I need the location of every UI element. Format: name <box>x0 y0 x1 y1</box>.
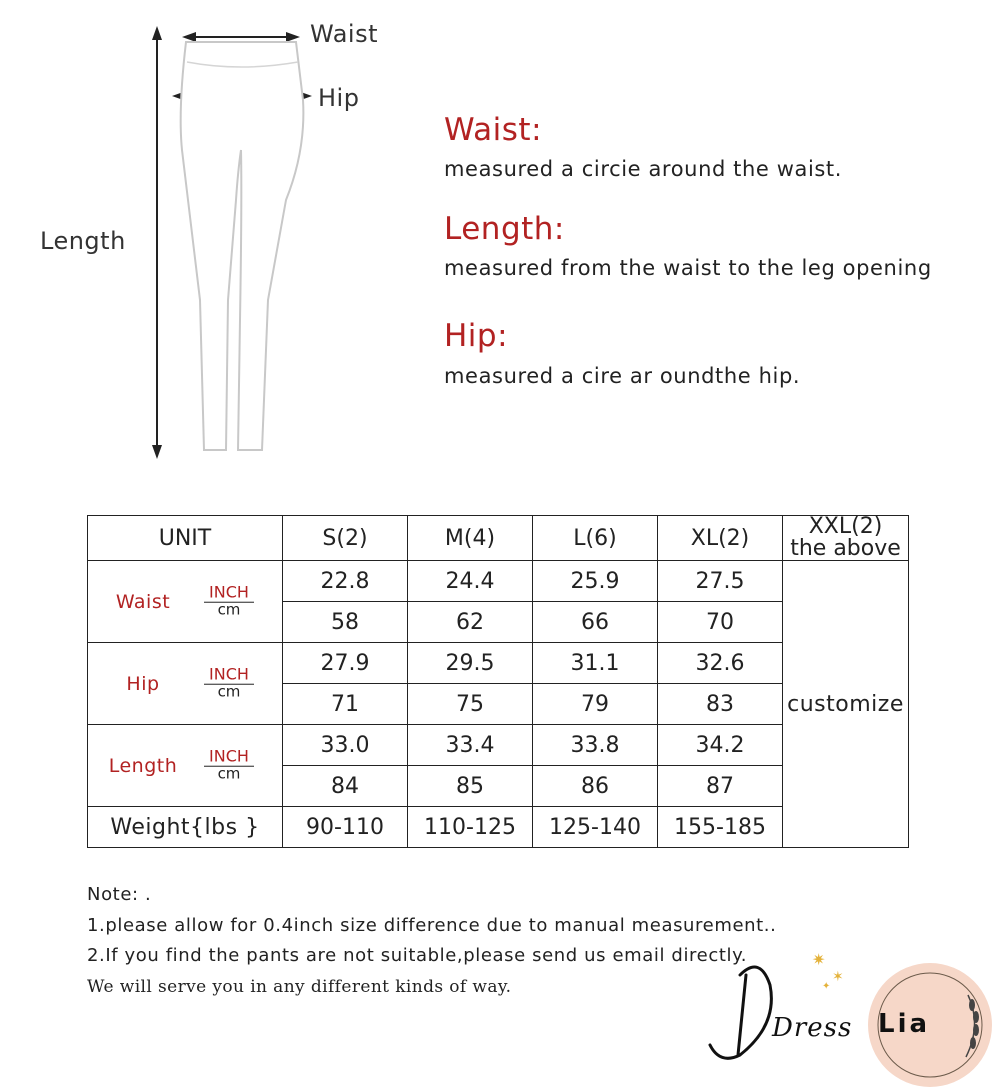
header-xl: XL(2) <box>658 516 783 561</box>
row-label-text: Hip <box>126 672 160 695</box>
customize-cell: customize <box>783 561 909 848</box>
header-l: L(6) <box>533 516 658 561</box>
table-cell: 27.5 <box>658 561 783 602</box>
length-arrow-bottom <box>152 445 162 459</box>
table-cell: 22.8 <box>283 561 408 602</box>
table-cell: 90-110 <box>283 807 408 848</box>
note-line-2: 2.If you find the pants are not suitable,please send us email directly. <box>87 945 748 966</box>
header-s: S(2) <box>283 516 408 561</box>
table-cell: 58 <box>283 602 408 643</box>
waist-definition-text: measured a circie around the waist. <box>444 157 843 181</box>
table-cell: 85 <box>408 766 533 807</box>
table-cell: 32.6 <box>658 643 783 684</box>
size-chart-table <box>87 515 909 848</box>
row-label-hip <box>88 643 283 725</box>
table-cell: 31.1 <box>533 643 658 684</box>
table-row <box>88 561 909 602</box>
table-cell: 86 <box>533 766 658 807</box>
svg-text:✦: ✦ <box>822 981 831 992</box>
table-cell: 33.0 <box>283 725 408 766</box>
logo-bold-text: Lia <box>878 1009 931 1039</box>
table-cell: 75 <box>408 684 533 725</box>
table-cell: 25.9 <box>533 561 658 602</box>
row-label-text: Waist <box>115 590 171 613</box>
table-cell: 34.2 <box>658 725 783 766</box>
note-title: Note: . <box>87 884 152 905</box>
table-cell: 84 <box>283 766 408 807</box>
dresslia-logo <box>700 945 1000 1089</box>
header-unit: UNIT <box>88 516 283 561</box>
hip-definition-text: measured a cire ar oundthe hip. <box>444 364 801 388</box>
header-xxl <box>783 516 909 561</box>
unit-fraction: INCH cm <box>204 748 254 783</box>
svg-text:✶: ✶ <box>832 969 844 985</box>
header-xxl-line2: the above <box>790 536 901 561</box>
table-cell: 62 <box>408 602 533 643</box>
row-label-weight: Weight{lbs } <box>88 807 283 848</box>
table-cell: 33.4 <box>408 725 533 766</box>
hip-diagram-label: Hip <box>318 84 360 112</box>
length-arrow-top <box>152 26 162 40</box>
table-cell: 155-185 <box>658 807 783 848</box>
row-label-waist <box>88 561 283 643</box>
table-cell: 33.8 <box>533 725 658 766</box>
length-diagram-label: Length <box>40 227 126 255</box>
row-label-length <box>88 725 283 807</box>
unit-fraction: INCH cm <box>204 584 254 619</box>
unit-fraction: INCH cm <box>204 666 254 701</box>
length-definition-text: measured from the waist to the leg opening <box>444 256 932 280</box>
table-cell: 125-140 <box>533 807 658 848</box>
table-cell: 71 <box>283 684 408 725</box>
note-line-1: 1.please allow for 0.4inch size difference due to manual measurement.. <box>87 915 777 936</box>
header-m: M(4) <box>408 516 533 561</box>
logo-script-text: Dress <box>772 1013 853 1043</box>
length-definition-title: Length: <box>444 211 565 247</box>
hip-definition-title: Hip: <box>444 318 509 354</box>
row-label-text: Length <box>108 754 178 777</box>
table-cell: 66 <box>533 602 658 643</box>
waist-diagram-label: Waist <box>310 20 378 48</box>
table-cell: 83 <box>658 684 783 725</box>
header-xxl-line1: XXL(2) <box>808 514 883 539</box>
note-line-3: We will serve you in any different kinds of way. <box>87 977 512 997</box>
svg-text:✷: ✷ <box>812 950 826 969</box>
leggings-shape <box>181 42 304 450</box>
table-cell: 70 <box>658 602 783 643</box>
table-cell: 79 <box>533 684 658 725</box>
table-cell: 87 <box>658 766 783 807</box>
table-cell: 29.5 <box>408 643 533 684</box>
table-cell: 110-125 <box>408 807 533 848</box>
table-header-row <box>88 516 909 561</box>
table-cell: 27.9 <box>283 643 408 684</box>
waist-definition-title: Waist: <box>444 112 543 148</box>
table-cell: 24.4 <box>408 561 533 602</box>
